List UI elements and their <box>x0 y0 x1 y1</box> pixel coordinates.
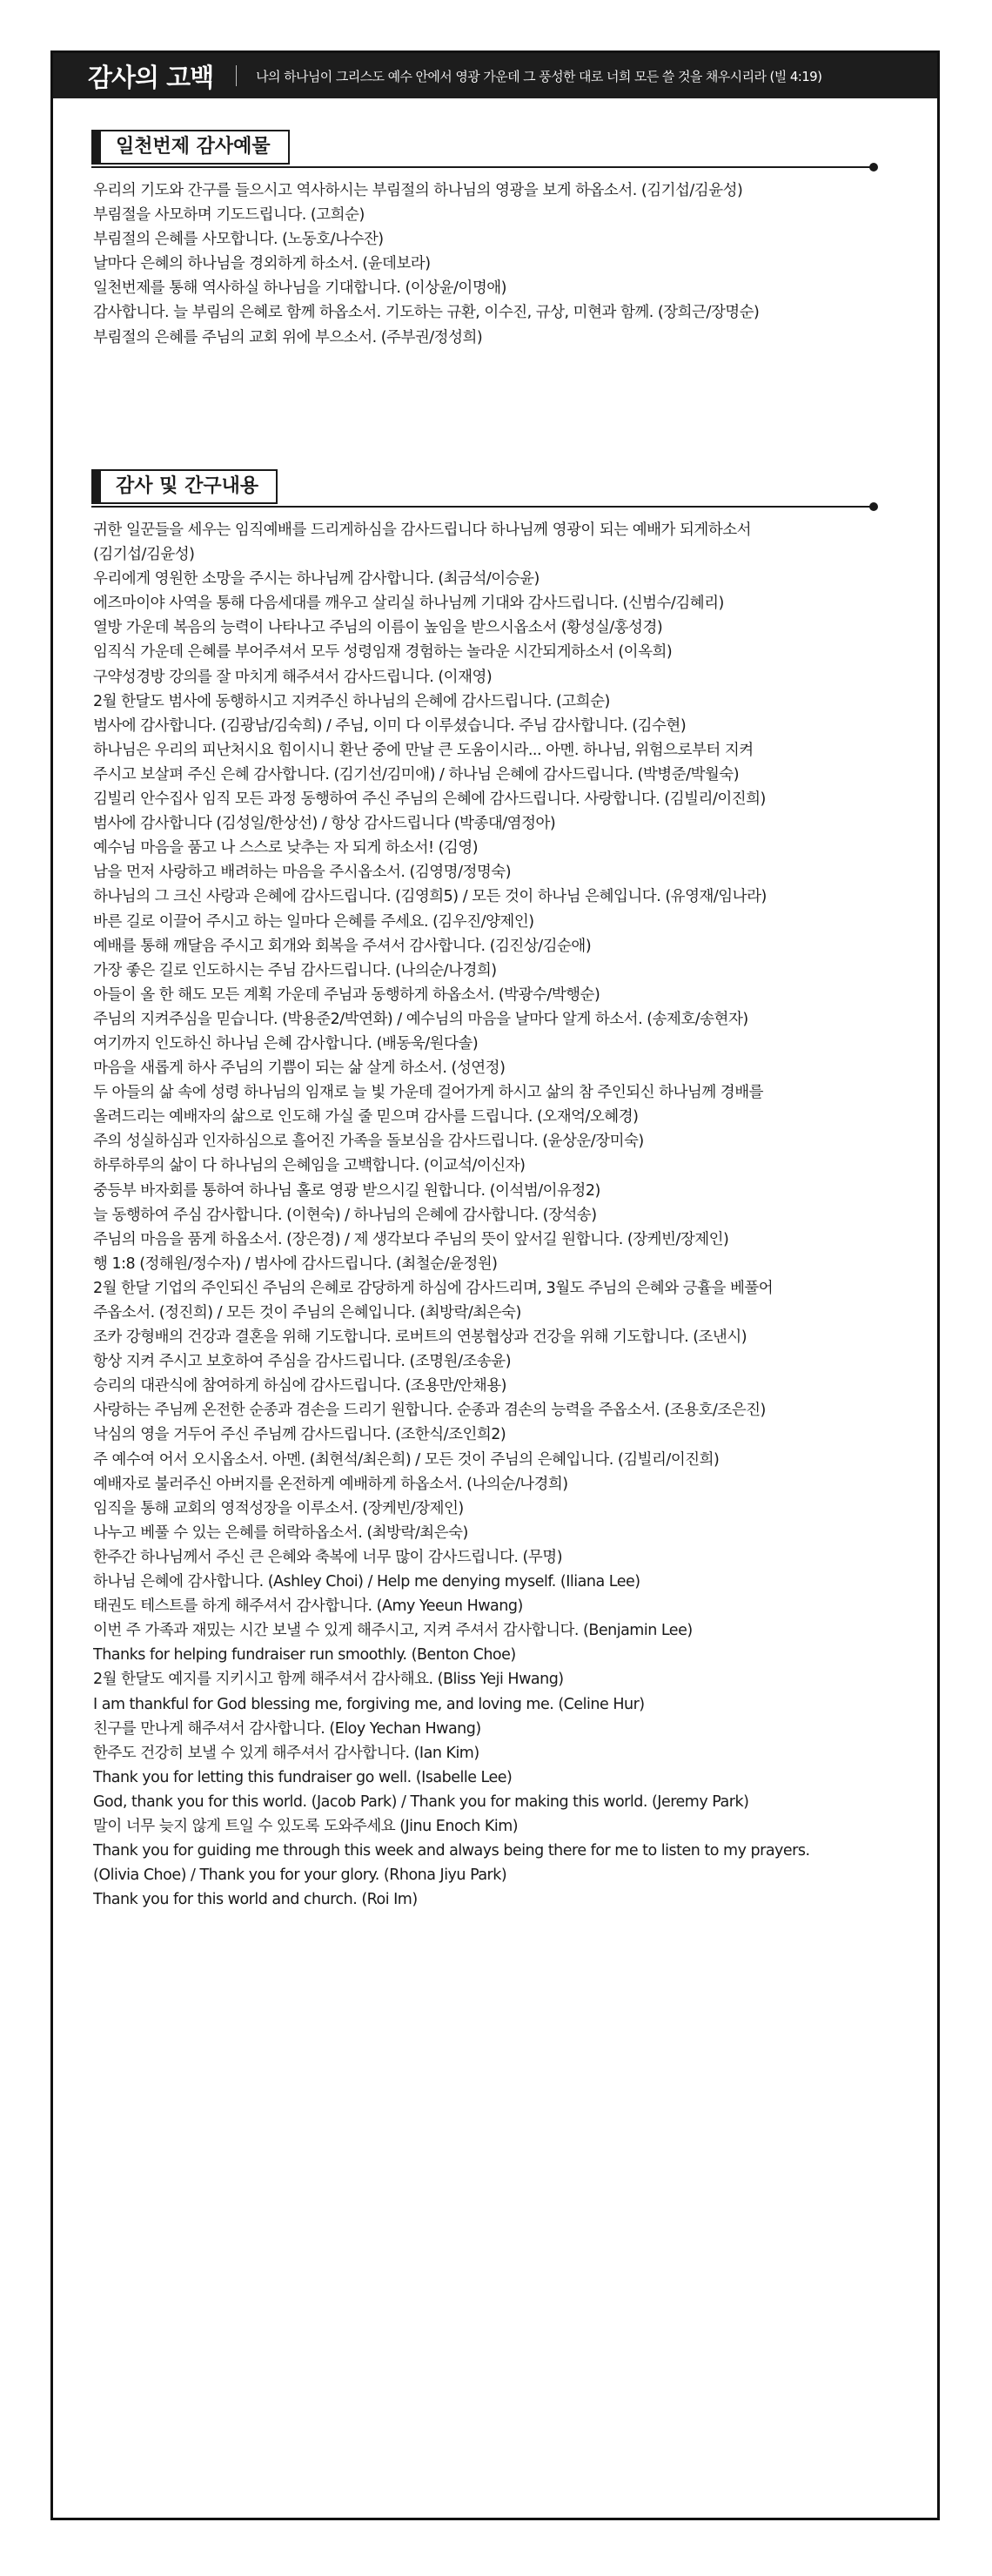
entry-line: 늘 동행하여 주심 감사합니다. (이현숙) / 하나님의 은혜에 감사합니다. (장석송) <box>93 1206 597 1224</box>
section-thousand-offering <box>53 130 937 346</box>
entry-line: Thanks for helping fundraiser run smoothly. (Benton Choe) <box>93 1646 516 1665</box>
entry-line: 주시고 보살펴 주신 은혜 감사합니다. (김기선/김미애) / 하나님 은혜에 감사드립니다. (박병준/박월숙) <box>93 765 740 784</box>
entry-line: God, thank you for this world. (Jacob Park) / Thank you for making this world. (Jeremy Park) <box>93 1792 749 1811</box>
entry-line: 중등부 바자회를 통하여 하나님 홀로 영광 받으시길 원합니다. (이석범/이유정2) <box>93 1181 600 1200</box>
entry-line: 두 아들의 삶 속에 성령 하나님의 임재로 늘 빛 가운데 걸어가게 하시고 삶의 참 주인되신 하나님께 경배를 <box>93 1084 764 1102</box>
entry-line: 태권도 테스트를 하게 해주셔서 감사합니다. (Amy Yeeun Hwang) <box>93 1597 523 1616</box>
entry-line: 감사합니다. 늘 부림의 은혜로 함께 하옵소서. 기도하는 규환, 이수진, 규상, 미현과 함께. (장희근/장명순) <box>93 304 760 322</box>
entry-line: 한주도 건강히 보낼 수 있게 해주셔서 감사합니다. (Ian Kim) <box>93 1744 479 1762</box>
entry-line: 하나님 은혜에 감사합니다. (Ashley Choi) / Help me denying myself. (Iliana Lee) <box>93 1573 640 1591</box>
entry-line: 에즈마이야 사역을 통해 다음세대를 깨우고 살리실 하나님께 기대와 감사드립니다. (신범수/김혜리) <box>93 595 724 613</box>
entry-line: 가장 좋은 길로 인도하시는 주님 감사드립니다. (나의순/나경희) <box>93 961 497 979</box>
entry-line: 예수님 마음을 품고 나 스스로 낮추는 자 되게 하소서! (김영) <box>93 839 479 858</box>
section-rule-dot <box>869 163 878 172</box>
entry-line: 말이 너무 늦지 않게 트일 수 있도록 도와주세요 (Jinu Enoch Kim) <box>93 1817 519 1835</box>
entry-line: 임직을 통해 교회의 영적성장을 이루소서. (장케빈/장제인) <box>93 1499 464 1517</box>
entry-line: 마음을 새롭게 하사 주님의 기쁨이 되는 삶 살게 하소서. (성연정) <box>93 1059 506 1078</box>
entry-line: (Olivia Choe) / Thank you for your glory. (Rhona Jiyu Park) <box>93 1866 507 1885</box>
entry-line: 남을 먼저 사랑하고 배려하는 마음을 주시옵소서. (김영명/정명숙) <box>93 864 512 882</box>
entry-line: (김기섭/김윤성) <box>93 546 195 564</box>
entry-line: 주님의 마음을 품게 하옵소서. (장은경) / 제 생각보다 주님의 뜻이 앞서길 원합니다. (장케빈/장제인) <box>93 1230 729 1248</box>
entry-line: 우리에게 영원한 소망을 주시는 하나님께 감사합니다. (최금석/이승윤) <box>93 570 540 589</box>
section-rule <box>91 506 873 508</box>
entry-line: 낙심의 영을 거두어 주신 주님께 감사드립니다. (조한식/조인희2) <box>93 1426 506 1444</box>
entry-line: 주옵소서. (정진희) / 모든 것이 주님의 은혜입니다. (최방락/최은숙) <box>93 1304 521 1322</box>
entry-line: 하루하루의 삶이 다 하나님의 은혜임을 고백합니다. (이교석/이신자) <box>93 1157 526 1175</box>
section-header <box>53 469 937 508</box>
entry-line: 여기까지 인도하신 하나님 은혜 감사합니다. (배동욱/원다솔) <box>93 1034 479 1053</box>
section-rule <box>91 166 873 168</box>
entry-line: 주의 성실하심과 인자하심으로 흘어진 가족을 돌보심을 감사드립니다. (윤상운/장미숙) <box>93 1133 644 1151</box>
section-lines <box>93 518 894 1912</box>
entry-line: 부림절의 은혜를 사모합니다. (노동호/나수잔) <box>93 231 384 249</box>
entry-line: 예배자로 불러주신 아버지를 온전하게 예배하게 하옵소서. (나의순/나경희) <box>93 1475 568 1493</box>
section-rule-dot <box>869 502 878 511</box>
entry-line: 이번 주 가족과 재밌는 시간 보낼 수 있게 해주시고, 지켜 주셔서 감사합니다. (Benjamin Lee) <box>93 1622 693 1640</box>
page-title: 감사의 고백 <box>88 62 214 92</box>
entry-line: Thank you for this world and church. (Roi Im) <box>93 1891 418 1909</box>
header-bar <box>53 53 937 98</box>
entry-line: 우리의 기도와 간구를 들으시고 역사하시는 부림절의 하나님의 영광을 보게 하옵소서. (김기섭/김윤성) <box>93 182 743 199</box>
entry-line: I am thankful for God blessing me, forgiving me, and loving me. (Celine Hur) <box>93 1695 645 1713</box>
header-divider <box>236 65 237 86</box>
header-verse: 나의 하나님이 그리스도 예수 안에서 영광 가운데 그 풍성한 대로 너희 모든 쓸 것을 채우시리라 (빌 4:19) <box>256 68 822 84</box>
entry-line: 임직식 가운데 은혜를 부어주셔서 모두 성령임재 경험하는 놀라운 시간되게하소서 (이옥희) <box>93 643 673 662</box>
entry-line: 부림절의 은혜를 주님의 교회 위에 부으소서. (주부권/정성희) <box>93 328 483 346</box>
entry-line: 귀한 일꾼들을 세우는 임직예배를 드리게하심을 감사드립니다 하나님께 영광이 되는 예배가 되게하소서 <box>93 521 752 539</box>
section-thanks-and-prayers <box>53 469 937 1909</box>
entry-line: 사랑하는 주님께 온전한 순종과 겸손을 드리기 원합니다. 순종과 겸손의 능력을 주옵소서. (조용호/조은진) <box>93 1402 766 1420</box>
entry-line: 올려드리는 예배자의 삶으로 인도해 가실 줄 믿으며 감사를 드립니다. (오재억/오혜경) <box>93 1108 639 1127</box>
entry-line: 한주간 하나님께서 주신 큰 은혜와 축복에 너무 많이 감사드립니다. (무명) <box>93 1548 563 1566</box>
entry-line: 부림절을 사모하며 기도드립니다. (고희순) <box>93 206 365 225</box>
entry-line: 2월 한달도 범사에 동행하시고 지켜주신 하나님의 은혜에 감사드립니다. (고희순) <box>93 692 610 710</box>
entry-line: 김빌리 안수집사 임직 모든 과정 동행하여 주신 주님의 은혜에 감사드립니다. 사랑합니다. (김빌리/이진희) <box>93 790 766 809</box>
entry-line: 하나님의 그 크신 사랑과 은혜에 감사드립니다. (김영희5) / 모든 것이 하나님 은혜입니다. (유영재/임나라) <box>93 888 767 906</box>
entry-line: 2월 한달 기업의 주인되신 주님의 은혜로 감당하게 하심에 감사드리며, 3월도 주님의 은혜와 긍휼을 베풀어 <box>93 1279 774 1297</box>
entry-line: 주 예수여 어서 오시옵소서. 아멘. (최현석/최은희) / 모든 것이 주님의 은혜입니다. (김빌리/이진희) <box>93 1450 720 1469</box>
entry-line: 아들이 올 한 해도 모든 계획 가운데 주님과 동행하게 하옵소서. (박광수/박행순) <box>93 985 600 1004</box>
entry-line: Thank you for guiding me through this week and always being there for me to listen to my prayers. <box>93 1842 810 1860</box>
gratitude-bulletin-page <box>50 50 940 2520</box>
entry-line: 범사에 감사합니다 (김성일/한상선) / 항상 감사드립니다 (박종대/염정아) <box>93 815 556 833</box>
section-title: 일천번제 감사예물 <box>91 130 290 165</box>
entry-line: 나누고 베풀 수 있는 은혜를 허락하옵소서. (최방락/최은숙) <box>93 1523 468 1542</box>
section-title: 감사 및 간구내용 <box>91 469 278 504</box>
entry-line: 열방 가운데 복음의 능력이 나타나고 주님의 이름이 높임을 받으시옵소서 (황성실/홍성경) <box>93 619 663 637</box>
entry-line: 예배를 통해 깨달음 주시고 회개와 회복을 주셔서 감사합니다. (김진상/김순애) <box>93 937 592 955</box>
entry-line: 일천번제를 통해 역사하실 하나님을 기대합니다. (이상윤/이명애) <box>93 279 506 298</box>
entry-line: 날마다 은혜의 하나님을 경외하게 하소서. (윤데보라) <box>93 255 431 273</box>
entry-line: 하나님은 우리의 피난처시요 힘이시니 환난 중에 만날 큰 도움이시라... 아멘. 하나님, 위험으로부터 지켜 <box>93 741 754 759</box>
entry-line: 조카 강형배의 건강과 결혼을 위해 기도합니다. 로버트의 연봉협상과 건강을 위해 기도합니다. (조낸시) <box>93 1328 747 1347</box>
section-lines <box>93 178 894 350</box>
entry-line: 2월 한달도 예지를 지키시고 함께 해주셔서 감사해요. (Bliss Yeji Hwang) <box>93 1671 564 1689</box>
entry-line: 행 1:8 (정해원/정수자) / 범사에 감사드립니다. (최철순/윤정원) <box>93 1254 498 1273</box>
entry-line: 친구를 만나게 해주셔서 감사합니다. (Eloy Yechan Hwang) <box>93 1719 481 1738</box>
entry-line: 범사에 감사합니다. (김광남/김숙희) / 주님, 이미 다 이루셨습니다. 주님 감사합니다. (김수현) <box>93 716 687 735</box>
entry-line: 바른 길로 이끌어 주시고 하는 일마다 은혜를 주세요. (김우진/양제인) <box>93 912 534 931</box>
entry-line: 주님의 지켜주심을 믿습니다. (박용준2/박연화) / 예수님의 마음을 날마다 알게 하소서. (송제호/송현자) <box>93 1010 748 1028</box>
entry-line: Thank you for letting this fundraiser go well. (Isabelle Lee) <box>93 1768 513 1786</box>
entry-line: 승리의 대관식에 참여하게 하심에 감사드립니다. (조용만/안채용) <box>93 1377 506 1396</box>
section-header <box>53 130 937 168</box>
entry-line: 항상 지켜 주시고 보호하여 주심을 감사드립니다. (조명원/조송윤) <box>93 1353 512 1371</box>
entry-line: 구약성경방 강의를 잘 마치게 해주셔서 감사드립니다. (이재영) <box>93 668 493 686</box>
